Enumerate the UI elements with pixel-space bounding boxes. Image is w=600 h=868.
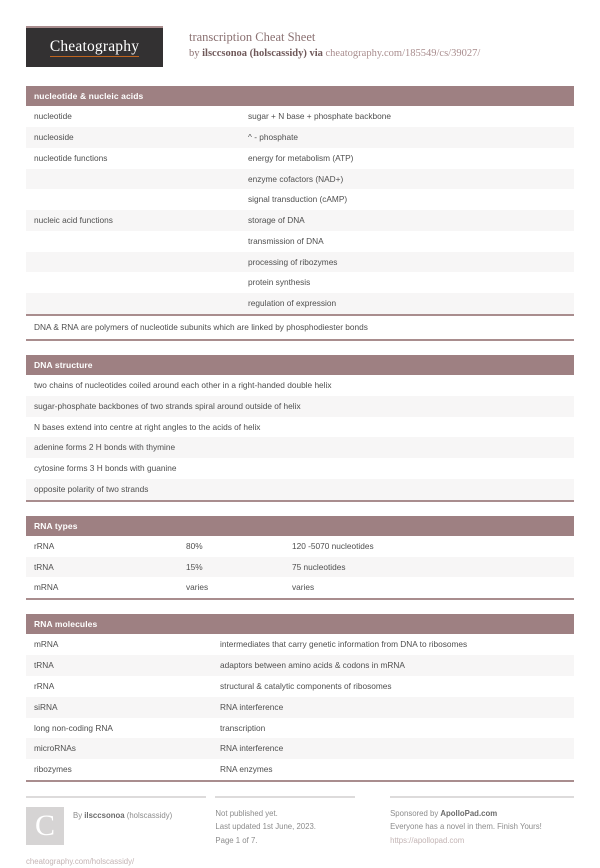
table-cell: adaptors between amino acids & codons in mRNA — [212, 655, 574, 676]
table-cell — [26, 252, 240, 273]
table-row — [26, 127, 574, 148]
table-cell: signal transduction (cAMP) — [240, 189, 574, 210]
section-header: DNA structure — [26, 355, 574, 375]
cheatography-logo-text: Cheatography — [50, 38, 139, 57]
table-row — [26, 655, 574, 676]
table-cell: opposite polarity of two strands — [26, 479, 574, 501]
table-row — [26, 479, 574, 501]
table-row — [26, 676, 574, 697]
table-cell: nucleotide functions — [26, 148, 240, 169]
sponsor-label: Sponsored by — [390, 808, 441, 818]
sponsor-url[interactable]: https://apollopad.com — [390, 836, 465, 846]
table-row — [26, 759, 574, 781]
table-cell: sugar + N base + phosphate backbone — [240, 106, 574, 127]
table-row — [26, 557, 574, 578]
section-header: RNA types — [26, 516, 574, 536]
page-number: Page 1 of 7. — [215, 836, 258, 846]
table-cell: N bases extend into centre at right angles to the acids of helix — [26, 417, 574, 438]
section-table — [26, 375, 574, 502]
table-cell: 75 nucleotides — [284, 557, 574, 578]
sponsor-line — [390, 807, 574, 821]
table-cell: energy for metabolism (ATP) — [240, 148, 574, 169]
section-block — [26, 516, 574, 601]
table-row — [26, 738, 574, 759]
cheatography-logo[interactable] — [26, 26, 163, 67]
table-row — [26, 417, 574, 438]
section-table — [26, 536, 574, 600]
publish-status: Not published yet. — [215, 808, 278, 818]
table-cell — [26, 169, 240, 190]
sections-container — [26, 86, 574, 782]
table-cell: ribozymes — [26, 759, 212, 781]
footer-author-column — [26, 796, 206, 868]
table-row — [26, 375, 574, 396]
section-block — [26, 614, 574, 782]
section-header: nucleotide & nucleic acids — [26, 86, 574, 106]
table-cell: microRNAs — [26, 738, 212, 759]
table-cell: storage of DNA — [240, 210, 574, 231]
table-cell — [26, 272, 240, 293]
table-cell: nucleoside — [26, 127, 240, 148]
table-cell: varies — [178, 577, 284, 599]
byline-via: via — [306, 47, 326, 59]
table-cell: nucleic acid functions — [26, 210, 240, 231]
page-header — [26, 26, 574, 72]
table-cell: varies — [284, 577, 574, 599]
table-cell: mRNA — [26, 634, 212, 655]
byline-author[interactable]: ilsccsonoa (holscassidy) — [202, 47, 307, 59]
table-row — [26, 272, 574, 293]
section-block — [26, 355, 574, 502]
table-cell: cytosine forms 3 H bonds with guanine — [26, 458, 574, 479]
table-cell: nucleotide — [26, 106, 240, 127]
footer-author-handle: (holscassidy) — [124, 810, 173, 820]
table-cell: RNA interference — [212, 697, 574, 718]
table-cell: tRNA — [26, 655, 212, 676]
footer-status-column — [215, 796, 355, 868]
table-row — [26, 437, 574, 458]
table-row — [26, 577, 574, 599]
table-cell — [26, 189, 240, 210]
section-note: DNA & RNA are polymers of nucleotide subunits which are linked by phosphodiester bonds — [26, 314, 574, 341]
table-row — [26, 536, 574, 557]
table-row — [26, 210, 574, 231]
table-row — [26, 169, 574, 190]
section-table — [26, 634, 574, 781]
table-row — [26, 231, 574, 252]
table-row — [26, 189, 574, 210]
table-cell: 80% — [178, 536, 284, 557]
table-cell: regulation of expression — [240, 293, 574, 314]
page-content — [26, 26, 574, 868]
table-cell: 15% — [178, 557, 284, 578]
footer-profile-link[interactable]: cheatography.com/holscassidy/ — [26, 856, 135, 866]
footer-byline — [73, 807, 172, 845]
avatar: C — [26, 807, 64, 845]
table-cell: RNA interference — [212, 738, 574, 759]
table-row — [26, 293, 574, 314]
table-cell: enzyme cofactors (NAD+) — [240, 169, 574, 190]
sponsor-name[interactable]: ApolloPad.com — [440, 808, 498, 818]
table-cell: ^ - phosphate — [240, 127, 574, 148]
table-row — [26, 396, 574, 417]
table-row — [26, 697, 574, 718]
table-cell: protein synthesis — [240, 272, 574, 293]
section-table — [26, 106, 574, 314]
section-block — [26, 86, 574, 341]
footer-author-name[interactable]: ilsccsonoa — [84, 810, 125, 820]
byline — [189, 46, 480, 62]
table-cell: transcription — [212, 718, 574, 739]
table-cell: intermediates that carry genetic information from DNA to ribosomes — [212, 634, 574, 655]
page-title: transcription Cheat Sheet — [189, 30, 316, 44]
table-row — [26, 148, 574, 169]
footer-sponsor-column — [390, 796, 574, 868]
last-updated: Last updated 1st June, 2023. — [215, 822, 316, 832]
table-cell: two chains of nucleotides coiled around each other in a right-handed double helix — [26, 375, 574, 396]
table-row — [26, 252, 574, 273]
table-cell: RNA enzymes — [212, 759, 574, 781]
table-cell: tRNA — [26, 557, 178, 578]
table-cell: adenine forms 2 H bonds with thymine — [26, 437, 574, 458]
table-row — [26, 634, 574, 655]
byline-prefix: by — [189, 47, 203, 59]
table-row — [26, 458, 574, 479]
table-cell: rRNA — [26, 676, 212, 697]
table-cell: siRNA — [26, 697, 212, 718]
table-row — [26, 106, 574, 127]
table-cell: structural & catalytic components of ribosomes — [212, 676, 574, 697]
table-row — [26, 718, 574, 739]
page-footer — [26, 796, 574, 868]
table-cell — [26, 231, 240, 252]
table-cell — [26, 293, 240, 314]
table-cell: long non-coding RNA — [26, 718, 212, 739]
byline-source-link[interactable]: cheatography.com/185549/cs/39027/ — [325, 47, 481, 59]
table-cell: transmission of DNA — [240, 231, 574, 252]
header-titles — [189, 26, 480, 62]
table-cell: mRNA — [26, 577, 178, 599]
sponsor-tagline: Everyone has a novel in them. Finish Yours! — [390, 822, 542, 832]
footer-by-label: By — [73, 810, 85, 820]
section-header: RNA molecules — [26, 614, 574, 634]
table-cell: processing of ribozymes — [240, 252, 574, 273]
table-cell: 120 -5070 nucleotides — [284, 536, 574, 557]
table-cell: rRNA — [26, 536, 178, 557]
table-cell: sugar-phosphate backbones of two strands spiral around outside of helix — [26, 396, 574, 417]
